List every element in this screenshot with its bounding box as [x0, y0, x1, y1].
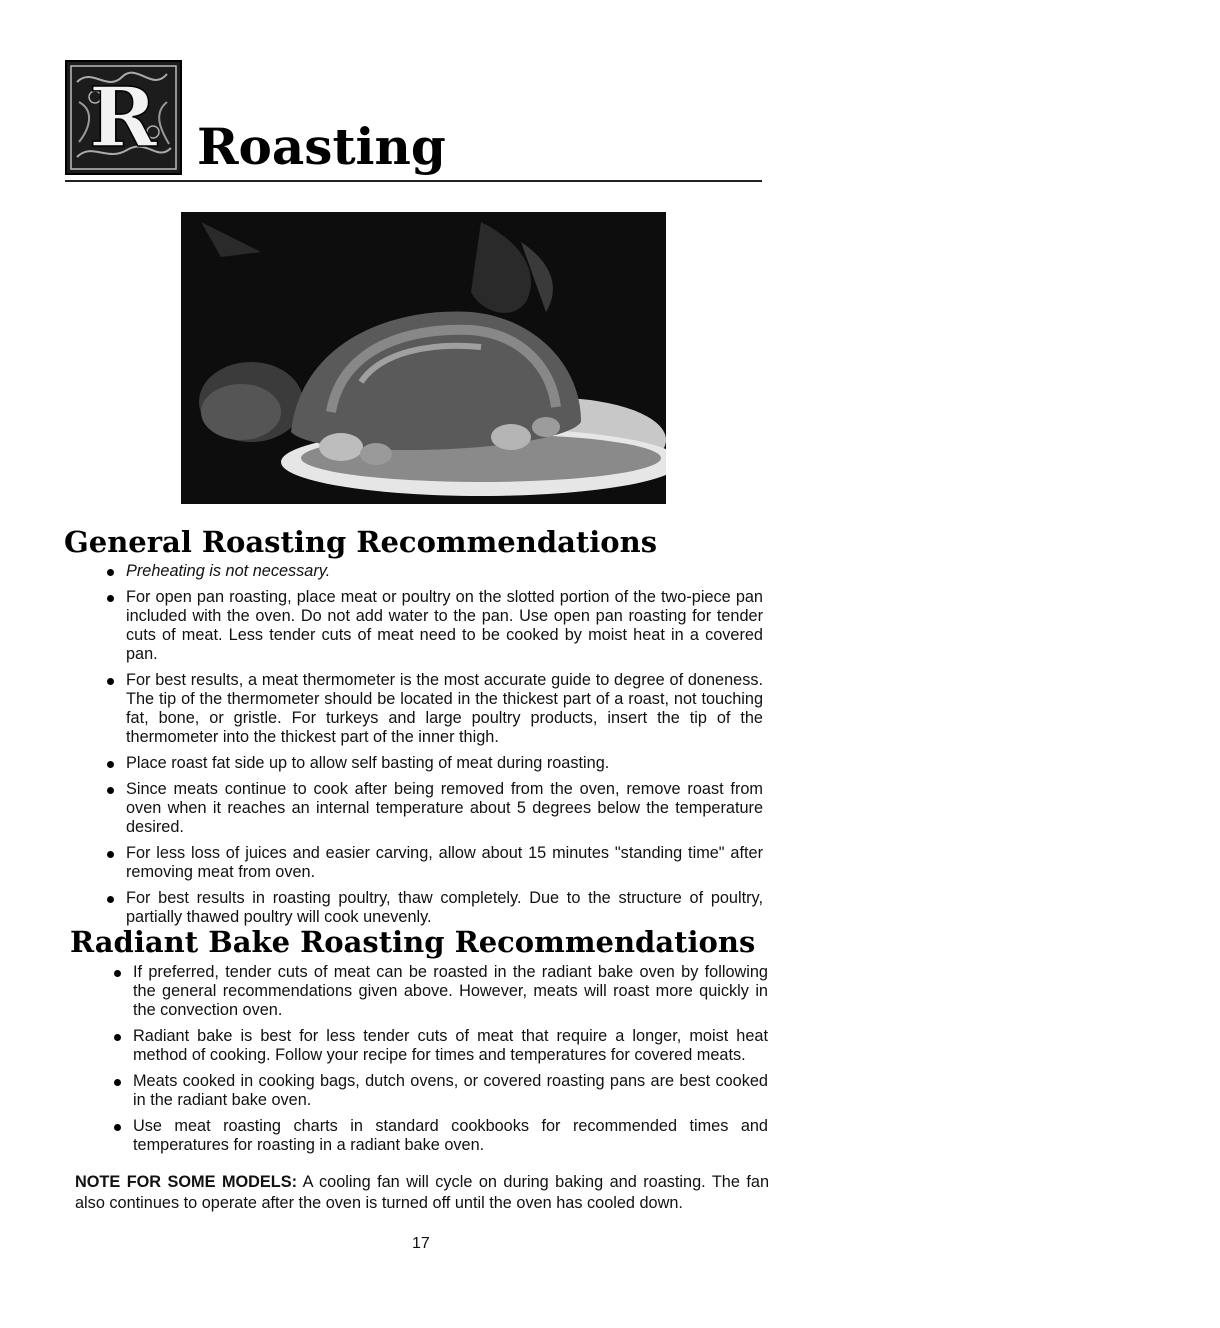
- list-item: Since meats continue to cook after being removed from the oven, remove roast from oven when it reaches an internal temperature about 5 degrees below the temperature desired.: [103, 780, 763, 837]
- list-item: Radiant bake is best for less tender cuts of meat that require a longer, moist heat method of cooking. Follow your recipe for times and temperatures for covered meats.: [110, 1027, 768, 1065]
- list-item: Use meat roasting charts in standard cookbooks for recommended times and temperatures for roasting in a radiant bake oven.: [110, 1117, 768, 1155]
- radiant-bake-recommendations-heading: Radiant Bake Roasting Recommendations: [70, 925, 756, 959]
- general-recommendations-list: [103, 562, 763, 934]
- models-note: [75, 1172, 769, 1214]
- radiant-bake-recommendations-list: [110, 963, 768, 1162]
- note-text: A cooling fan will cycle on during baking and roasting. The fan also continues to operate after the oven is turned off until the oven has cooled down.: [75, 1173, 770, 1212]
- header-rule: [65, 180, 762, 182]
- list-item: For best results in roasting poultry, thaw completely. Due to the structure of poultry, partially thawed poultry will cook unevenly.: [103, 889, 763, 927]
- list-item: Place roast fat side up to allow self basting of meat during roasting.: [103, 754, 763, 773]
- roast-photo: [181, 212, 666, 504]
- svg-text:R: R: [88, 70, 158, 166]
- list-item: If preferred, tender cuts of meat can be roasted in the radiant bake oven by following the general recommendations given above. However, meats will roast more quickly in the convection oven.: [110, 963, 768, 1020]
- note-label: NOTE FOR SOME MODELS:: [75, 1173, 298, 1191]
- dropcap-ornament-icon: [67, 62, 180, 173]
- list-item: Preheating is not necessary.: [103, 562, 763, 581]
- list-item: For open pan roasting, place meat or poultry on the slotted portion of the two-piece pan included with the oven. Do not add water to the pan. Use open pan roasting for tender cuts of meat. Less tender cuts of meat need to be cooked by moist heat in a covered pan.: [103, 588, 763, 664]
- roast-on-platter-photo-icon: [181, 212, 666, 504]
- list-item: For best results, a meat thermometer is the most accurate guide to degree of doneness. The tip of the thermometer should be located in the thickest part of a roast, not touching fat, bone, or gristle. For turkeys and large poultry products, insert the tip of the thermometer into the thickest part of the inner thigh.: [103, 671, 763, 747]
- list-item: Meats cooked in cooking bags, dutch ovens, or covered roasting pans are best cooked in the radiant bake oven.: [110, 1072, 768, 1110]
- list-item: For less loss of juices and easier carving, allow about 15 minutes "standing time" after removing meat from oven.: [103, 844, 763, 882]
- ornamental-dropcap-r: [65, 60, 182, 175]
- page-title: Roasting: [197, 117, 446, 176]
- page-header: [65, 60, 762, 188]
- general-recommendations-heading: General Roasting Recommendations: [64, 525, 658, 559]
- page-number: 17: [412, 1235, 430, 1252]
